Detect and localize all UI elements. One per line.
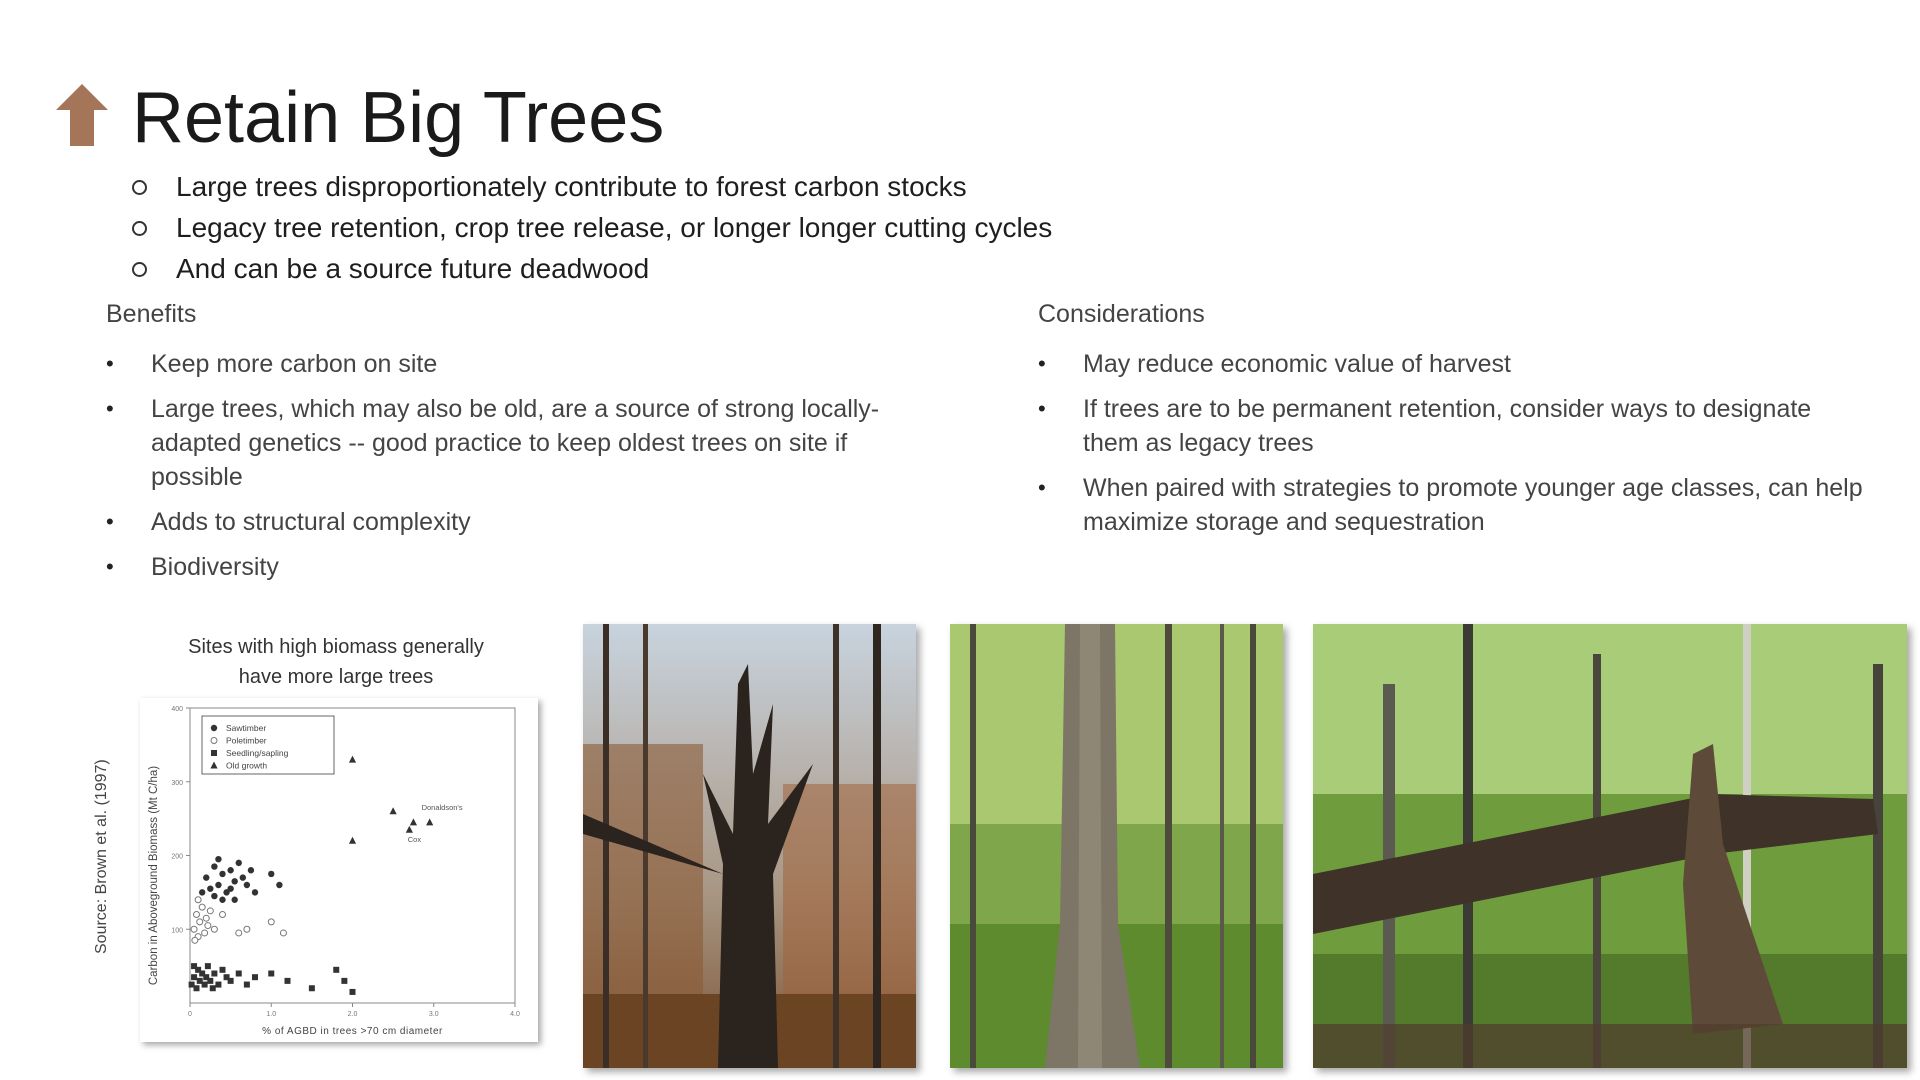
data-point [207, 908, 213, 914]
data-point [197, 919, 203, 925]
benefit-item: • Large trees, which may also be old, are a source of strong locally-adapted genetics -- good practice to keep oldest trees on site if possible [106, 392, 906, 494]
data-point [202, 982, 208, 988]
data-point [268, 871, 274, 877]
x-tick-label: 3.0 [428, 1011, 439, 1018]
y-tick-label: 300 [171, 779, 183, 787]
legend-label: Poletimber [226, 735, 267, 746]
data-point [191, 926, 197, 932]
photo-large-oak-autumn [583, 624, 916, 1068]
circle-bullet-icon [132, 221, 147, 236]
chart-caption [150, 632, 522, 692]
legend-label: Seedling/sapling [226, 748, 289, 758]
data-point [219, 871, 225, 877]
data-point [280, 930, 286, 936]
data-point [202, 930, 208, 936]
circle-bullet-icon [132, 262, 147, 277]
data-point [309, 985, 315, 991]
data-point [194, 912, 200, 918]
data-point [231, 878, 237, 884]
legend-marker [211, 738, 217, 744]
benefit-item: • Keep more carbon on site [106, 347, 906, 381]
data-point [244, 982, 250, 988]
data-point [203, 874, 209, 880]
data-point [211, 863, 217, 869]
data-point [215, 856, 221, 862]
data-point [211, 971, 217, 977]
data-point [220, 912, 226, 918]
data-point [215, 982, 221, 988]
data-point [205, 923, 211, 929]
benefit-item: • Biodiversity [106, 550, 906, 584]
data-point [228, 978, 234, 984]
data-point [219, 897, 225, 903]
x-tick-label: 0 [188, 1011, 192, 1018]
legend-label: Old growth [226, 760, 268, 771]
data-point [268, 971, 274, 977]
chart-annotation: Donaldson's [421, 802, 463, 812]
consideration-item: • May reduce economic value of harvest [1038, 347, 1868, 381]
x-tick-label: 1.0 [266, 1011, 277, 1018]
y-tick-label: 400 [171, 706, 183, 713]
x-axis-label: % of AGBD in trees >70 cm diameter [262, 1026, 443, 1037]
y-axis-label: Carbon in Aboveground Biomass (Mt C/ha) [148, 765, 160, 986]
data-point [244, 926, 250, 932]
data-point [194, 985, 200, 991]
benefits-list [106, 347, 906, 595]
data-point [341, 978, 347, 984]
y-tick-label: 200 [171, 853, 183, 861]
data-point [227, 885, 233, 891]
data-point [252, 889, 258, 895]
data-point [210, 985, 216, 991]
data-point [199, 904, 205, 910]
consideration-item: • When paired with strategies to promote younger age classes, can help maximize storage and sequestration [1038, 471, 1868, 539]
scatter-chart-svg [140, 698, 538, 1042]
data-point [191, 974, 197, 980]
data-point [240, 874, 246, 880]
data-point [285, 978, 291, 984]
data-point [199, 889, 205, 895]
data-point [276, 882, 282, 888]
legend-marker [211, 750, 217, 756]
x-tick-label: 2.0 [347, 1011, 358, 1018]
data-point [205, 963, 211, 969]
up-arrow-icon [56, 84, 108, 146]
data-point [207, 885, 213, 891]
x-tick-label: 4.0 [510, 1011, 520, 1018]
benefits-heading: Benefits [106, 300, 197, 328]
considerations-list [1038, 347, 1868, 550]
legend-box [202, 716, 334, 774]
data-point [231, 897, 237, 903]
chart-caption-line: have more large trees [238, 666, 434, 688]
benefit-item: • Adds to structural complexity [106, 505, 906, 539]
circle-bullet-icon [132, 180, 147, 195]
slide-title: Retain Big Trees [132, 78, 665, 158]
data-point [227, 867, 233, 873]
legend-label: Sawtimber [226, 723, 267, 733]
data-point [236, 971, 242, 977]
data-point [211, 926, 217, 932]
scatter-chart [140, 698, 538, 1042]
photo-tall-tree-trunk [950, 624, 1283, 1068]
considerations-heading: Considerations [1038, 300, 1205, 328]
data-point [333, 967, 339, 973]
chart-caption-line: Sites with high biomass generally [188, 636, 484, 658]
data-point [192, 937, 198, 943]
data-point [252, 974, 258, 980]
photo-fallen-tree-forest [1313, 624, 1907, 1068]
data-point [268, 919, 274, 925]
data-point [195, 897, 201, 903]
source-label: Source: Brown et al. (1997) [93, 759, 110, 954]
data-point [220, 967, 226, 973]
legend-marker [211, 725, 217, 731]
chart-annotation: Cox [407, 835, 422, 845]
data-point [207, 978, 213, 984]
data-point [350, 989, 356, 995]
data-point [236, 860, 242, 866]
data-point [244, 882, 250, 888]
data-point [211, 893, 217, 899]
data-point [248, 867, 254, 873]
consideration-item: • If trees are to be permanent retention, consider ways to designate them as legacy trees [1038, 392, 1868, 460]
data-point [191, 963, 197, 969]
y-tick-label: 100 [171, 927, 183, 935]
data-point [203, 915, 209, 921]
data-point [215, 882, 221, 888]
data-point [236, 930, 242, 936]
